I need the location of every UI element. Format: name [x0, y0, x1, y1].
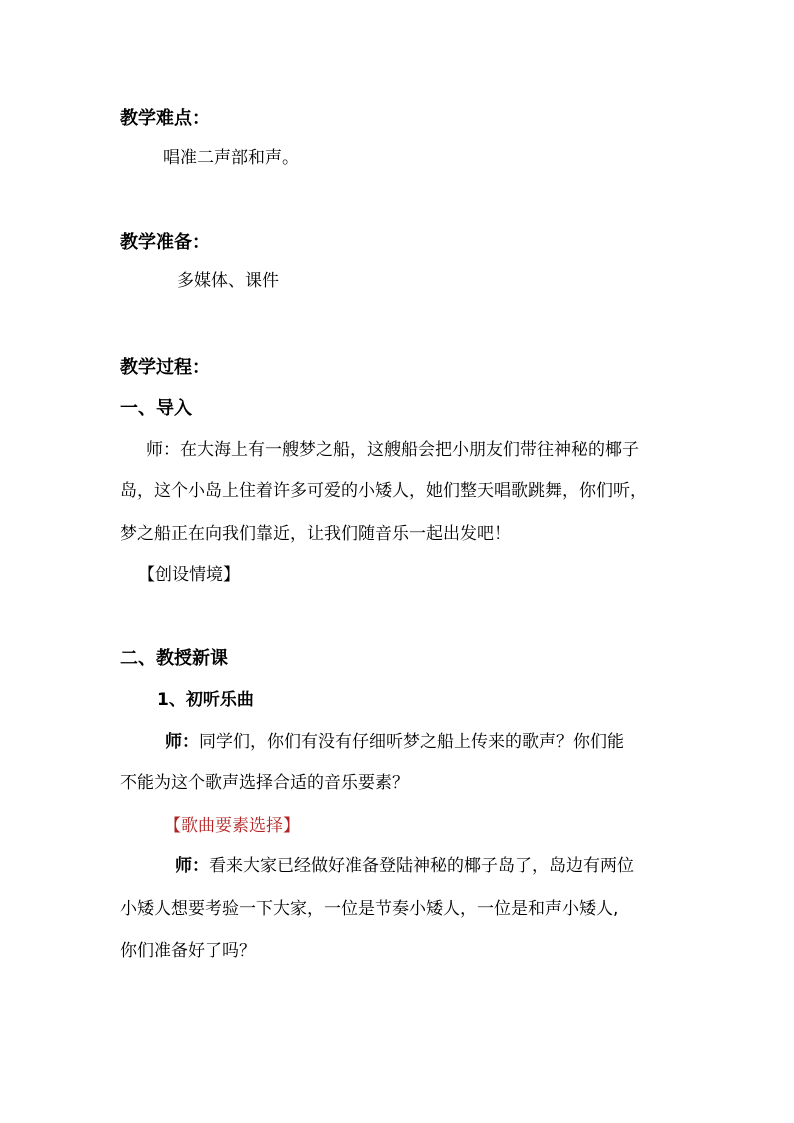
sub1-para-line1 [165, 731, 624, 753]
prep-heading: 教学准备： [120, 232, 210, 253]
sub1-tag: 【歌曲要素选择】 [164, 816, 300, 836]
section1-tag: 【创设情境】 [138, 565, 240, 585]
section1-para-line1: 师：在大海上有一艘梦之船，这艘船会把小朋友们带往神秘的椰子 [146, 440, 639, 460]
sub1-para2-line2: 小矮人想要考验一下大家，一位是节奏小矮人，一位是和声小矮人, [120, 899, 619, 919]
speaker-label: 师： [165, 732, 199, 752]
section1-para-line2: 岛，这个小岛上住着许多可爱的小矮人，她们整天唱歌跳舞，你们听， [120, 481, 647, 501]
speaker-label-2: 师： [175, 856, 209, 876]
sub1-heading: 1、初听乐曲 [157, 690, 254, 710]
sub1-para-line2: 不能为这个歌声选择合适的音乐要素？ [120, 773, 409, 793]
sub1-para2-line1 [175, 855, 634, 877]
process-heading: 教学过程： [120, 357, 210, 378]
sub1-para-line1-text: 同学们，你们有没有仔细听梦之船上传来的歌声？你们能 [199, 732, 624, 752]
prep-text: 多媒体、课件 [177, 271, 279, 291]
sub1-para2-line1-text: 看来大家已经做好准备登陆神秘的椰子岛了，岛边有两位 [209, 856, 634, 876]
difficulty-text: 唱准二声部和声。 [163, 148, 299, 168]
difficulty-heading: 教学难点： [120, 108, 210, 129]
sub1-para2-line3: 你们准备好了吗？ [120, 941, 256, 961]
section1-para-line3: 梦之船正在向我们靠近，让我们随音乐一起出发吧！ [120, 524, 511, 544]
section2-heading: 二、教授新课 [120, 648, 228, 669]
section1-heading: 一、导入 [120, 398, 192, 419]
